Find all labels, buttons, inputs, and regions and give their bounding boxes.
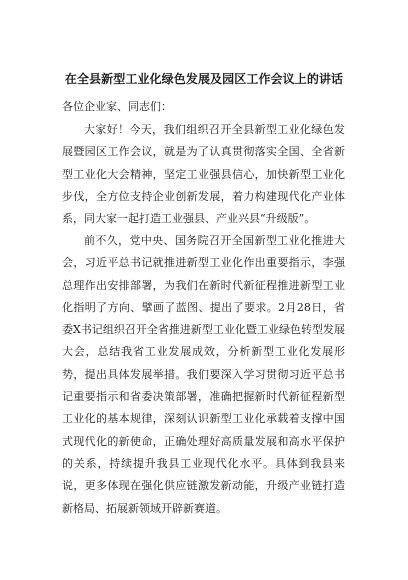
body-paragraph: 大家好！今天，我们组织召开全县新型工业化绿色发展暨园区工作会议，就是为了认真贯彻落实全国、全省新型工业化大会精神，坚定工业强县信心，加快新型工业化步伐，全方位支持企业创新发展，着力构建现代化产业体系，同大家一起打造工业强县、产业兴县“升级版”。 (62, 123, 345, 226)
salutation: 各位企业家、同志们： (62, 100, 172, 113)
body-paragraph: 前不久，党中央、国务院召开全国新型工业化推进大会，习近平总书记就推进新型工业化作出重要指示，李强总理作出安排部署，为我们在新时代新征程推进新型工业化指明了方向、擘画了蓝图、提出了要求。2月28日，省委X书记组织召开全省推进新型工业化暨工业绿色转型发展大会，总结我省工业发展成效，分析新型工业化发展形势，提出具体发展举措。我们要深入学习贯彻习近平总书记重要指示和省委决策部署，准确把握新时代新征程新型工业化的基本规律，深刻认识新型工业化承载着支撑中国式现代化的新使命，正确处理好高质量发展和高水平保护的关系，持续提升我县工业现代化水平。具体到我县来说，更多体现在强化供应链激发新动能，升级产业链打造新格局、拓展新领域开辟新赛道。 (62, 234, 345, 515)
document-title: 在全县新型工业化绿色发展及园区工作会议上的讲话 (64, 72, 344, 86)
